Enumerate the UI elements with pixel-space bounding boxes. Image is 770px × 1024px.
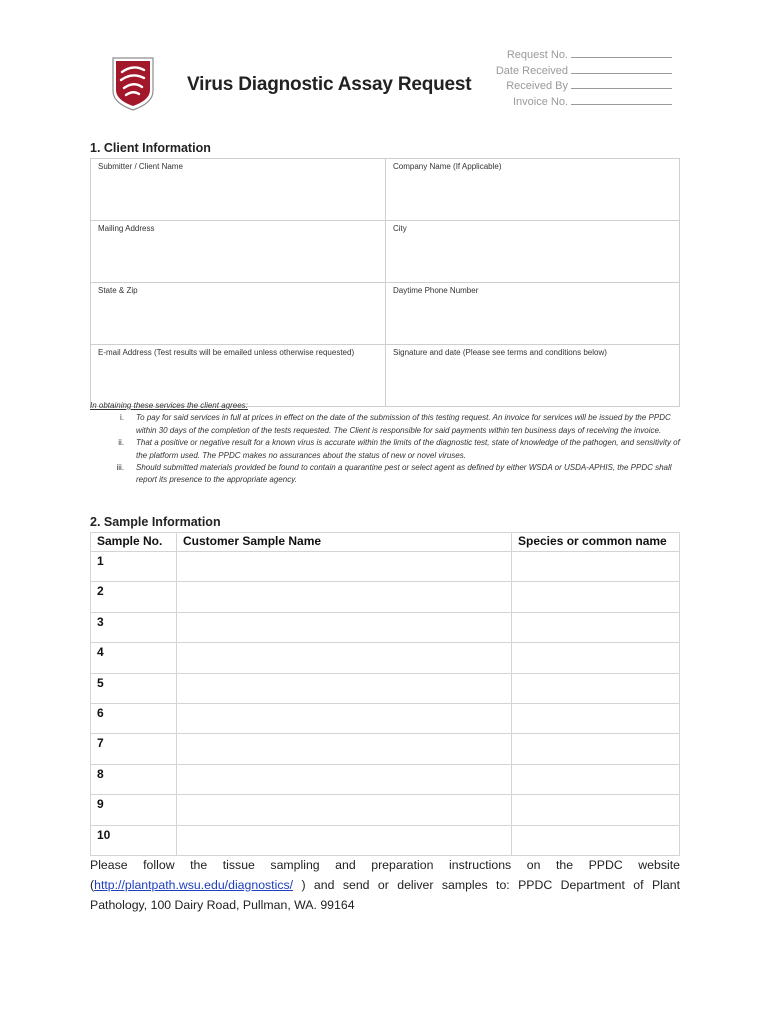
page-title: Virus Diagnostic Assay Request <box>187 74 472 95</box>
submitter-name-label: Submitter / Client Name <box>98 162 183 171</box>
customer-sample-name-cell[interactable] <box>177 643 512 673</box>
invoice-no-line <box>571 95 672 105</box>
client-info-table <box>90 158 680 407</box>
sample-number: 7 <box>91 734 177 764</box>
invoice-no-field[interactable] <box>496 95 672 111</box>
sample-number: 5 <box>91 673 177 703</box>
sample-number: 10 <box>91 825 177 855</box>
terms-item-number: iii. <box>116 463 124 473</box>
request-no-line <box>571 48 672 58</box>
species-cell[interactable] <box>512 764 680 794</box>
species-cell[interactable] <box>512 552 680 582</box>
species-cell[interactable] <box>512 825 680 855</box>
sample-number: 9 <box>91 795 177 825</box>
client-info-heading: 1. Client Information <box>90 141 211 155</box>
species-cell[interactable] <box>512 703 680 733</box>
terms-item-number: i. <box>120 413 124 423</box>
city-label: City <box>393 224 407 233</box>
species-cell[interactable] <box>512 612 680 642</box>
species-cell[interactable] <box>512 734 680 764</box>
company-name-field[interactable] <box>386 159 680 221</box>
customer-sample-name-cell[interactable] <box>177 703 512 733</box>
customer-sample-name-cell[interactable] <box>177 795 512 825</box>
terms-item-text: To pay for said services in full at prices in effect on the date of the submission of this testing request. An invoice for services will be issued by the PPDC within 30 days of the completion of the tests requested. The Client is responsible for said payments within ten business days of receiving the invoice. <box>136 413 671 435</box>
col-sample-no: Sample No. <box>91 533 177 552</box>
table-row <box>91 582 680 612</box>
table-row <box>91 673 680 703</box>
invoice-no-label: Invoice No. <box>512 96 568 109</box>
received-by-line <box>571 79 672 89</box>
customer-sample-name-cell[interactable] <box>177 764 512 794</box>
table-row <box>91 552 680 582</box>
table-row <box>91 643 680 673</box>
terms-intro: In obtaining these services the client agrees: <box>90 401 248 410</box>
species-cell[interactable] <box>512 795 680 825</box>
date-received-field[interactable] <box>496 64 672 80</box>
customer-sample-name-cell[interactable] <box>177 552 512 582</box>
sample-number: 6 <box>91 703 177 733</box>
received-by-field[interactable] <box>496 79 672 95</box>
mailing-address-field[interactable] <box>91 221 386 283</box>
email-field[interactable] <box>91 345 386 407</box>
date-received-label: Date Received <box>495 64 568 77</box>
instructions-address: ) and send or deliver samples to: PPDC Department of Plant Pathology, 100 Dairy Road, Pullman, WA. 99164 <box>90 878 680 912</box>
sample-table <box>90 532 680 856</box>
mailing-address-label: Mailing Address <box>98 224 155 233</box>
table-row <box>91 825 680 855</box>
date-received-line <box>571 64 672 74</box>
sample-number: 1 <box>91 552 177 582</box>
phone-label: Daytime Phone Number <box>393 286 479 295</box>
customer-sample-name-cell[interactable] <box>177 612 512 642</box>
email-label: E-mail Address (Test results will be emailed unless otherwise requested) <box>98 348 355 357</box>
state-zip-field[interactable] <box>91 283 386 345</box>
sample-number: 3 <box>91 612 177 642</box>
customer-sample-name-cell[interactable] <box>177 582 512 612</box>
table-row <box>91 764 680 794</box>
request-no-field[interactable] <box>496 48 672 64</box>
request-no-label: Request No. <box>506 49 568 61</box>
company-name-label: Company Name (If Applicable) <box>393 162 502 171</box>
table-row <box>91 795 680 825</box>
terms-item <box>90 412 680 437</box>
state-zip-label: State & Zip <box>98 286 138 295</box>
species-cell[interactable] <box>512 673 680 703</box>
terms-and-conditions <box>90 400 680 487</box>
sample-info-heading: 2. Sample Information <box>90 515 221 529</box>
table-row <box>91 734 680 764</box>
instructions-text: Please follow the tissue sampling and preparation instructions on the PPDC website ( <box>90 858 680 892</box>
submitter-name-field[interactable] <box>91 159 386 221</box>
ppdc-website-link[interactable]: http://plantpath.wsu.edu/diagnostics/ <box>94 878 294 892</box>
sample-number: 2 <box>91 582 177 612</box>
received-by-label: Received By <box>506 80 568 93</box>
customer-sample-name-cell[interactable] <box>177 673 512 703</box>
shipping-instructions <box>90 855 680 915</box>
signature-field[interactable] <box>386 345 680 407</box>
table-row <box>91 703 680 733</box>
species-cell[interactable] <box>512 643 680 673</box>
signature-label: Signature and date (Please see terms and conditions below) <box>393 348 607 357</box>
sample-number: 8 <box>91 764 177 794</box>
terms-item-number: ii. <box>118 438 124 448</box>
wsu-logo <box>112 57 154 111</box>
customer-sample-name-cell[interactable] <box>177 734 512 764</box>
phone-field[interactable] <box>386 283 680 345</box>
terms-item-text: Should submitted materials provided be found to contain a quarantine pest or select agent as defined by either WSDA or USDA-APHIS, the PPDC shall report its presence to the appropriate agency. <box>136 463 672 485</box>
sample-number: 4 <box>91 643 177 673</box>
species-cell[interactable] <box>512 582 680 612</box>
table-row <box>91 612 680 642</box>
col-customer-sample-name: Customer Sample Name <box>177 533 512 552</box>
terms-item <box>90 462 680 487</box>
col-species: Species or common name <box>512 533 680 552</box>
office-use-block <box>496 48 672 111</box>
city-field[interactable] <box>386 221 680 283</box>
terms-item <box>90 437 680 462</box>
terms-item-text: That a positive or negative result for a known virus is accurate within the limits of the diagnostic test, state of knowledge of the pathogen, and sensitivity of the platform used. The PPDC makes no assurances about the status of new or novel viruses. <box>136 438 680 460</box>
customer-sample-name-cell[interactable] <box>177 825 512 855</box>
